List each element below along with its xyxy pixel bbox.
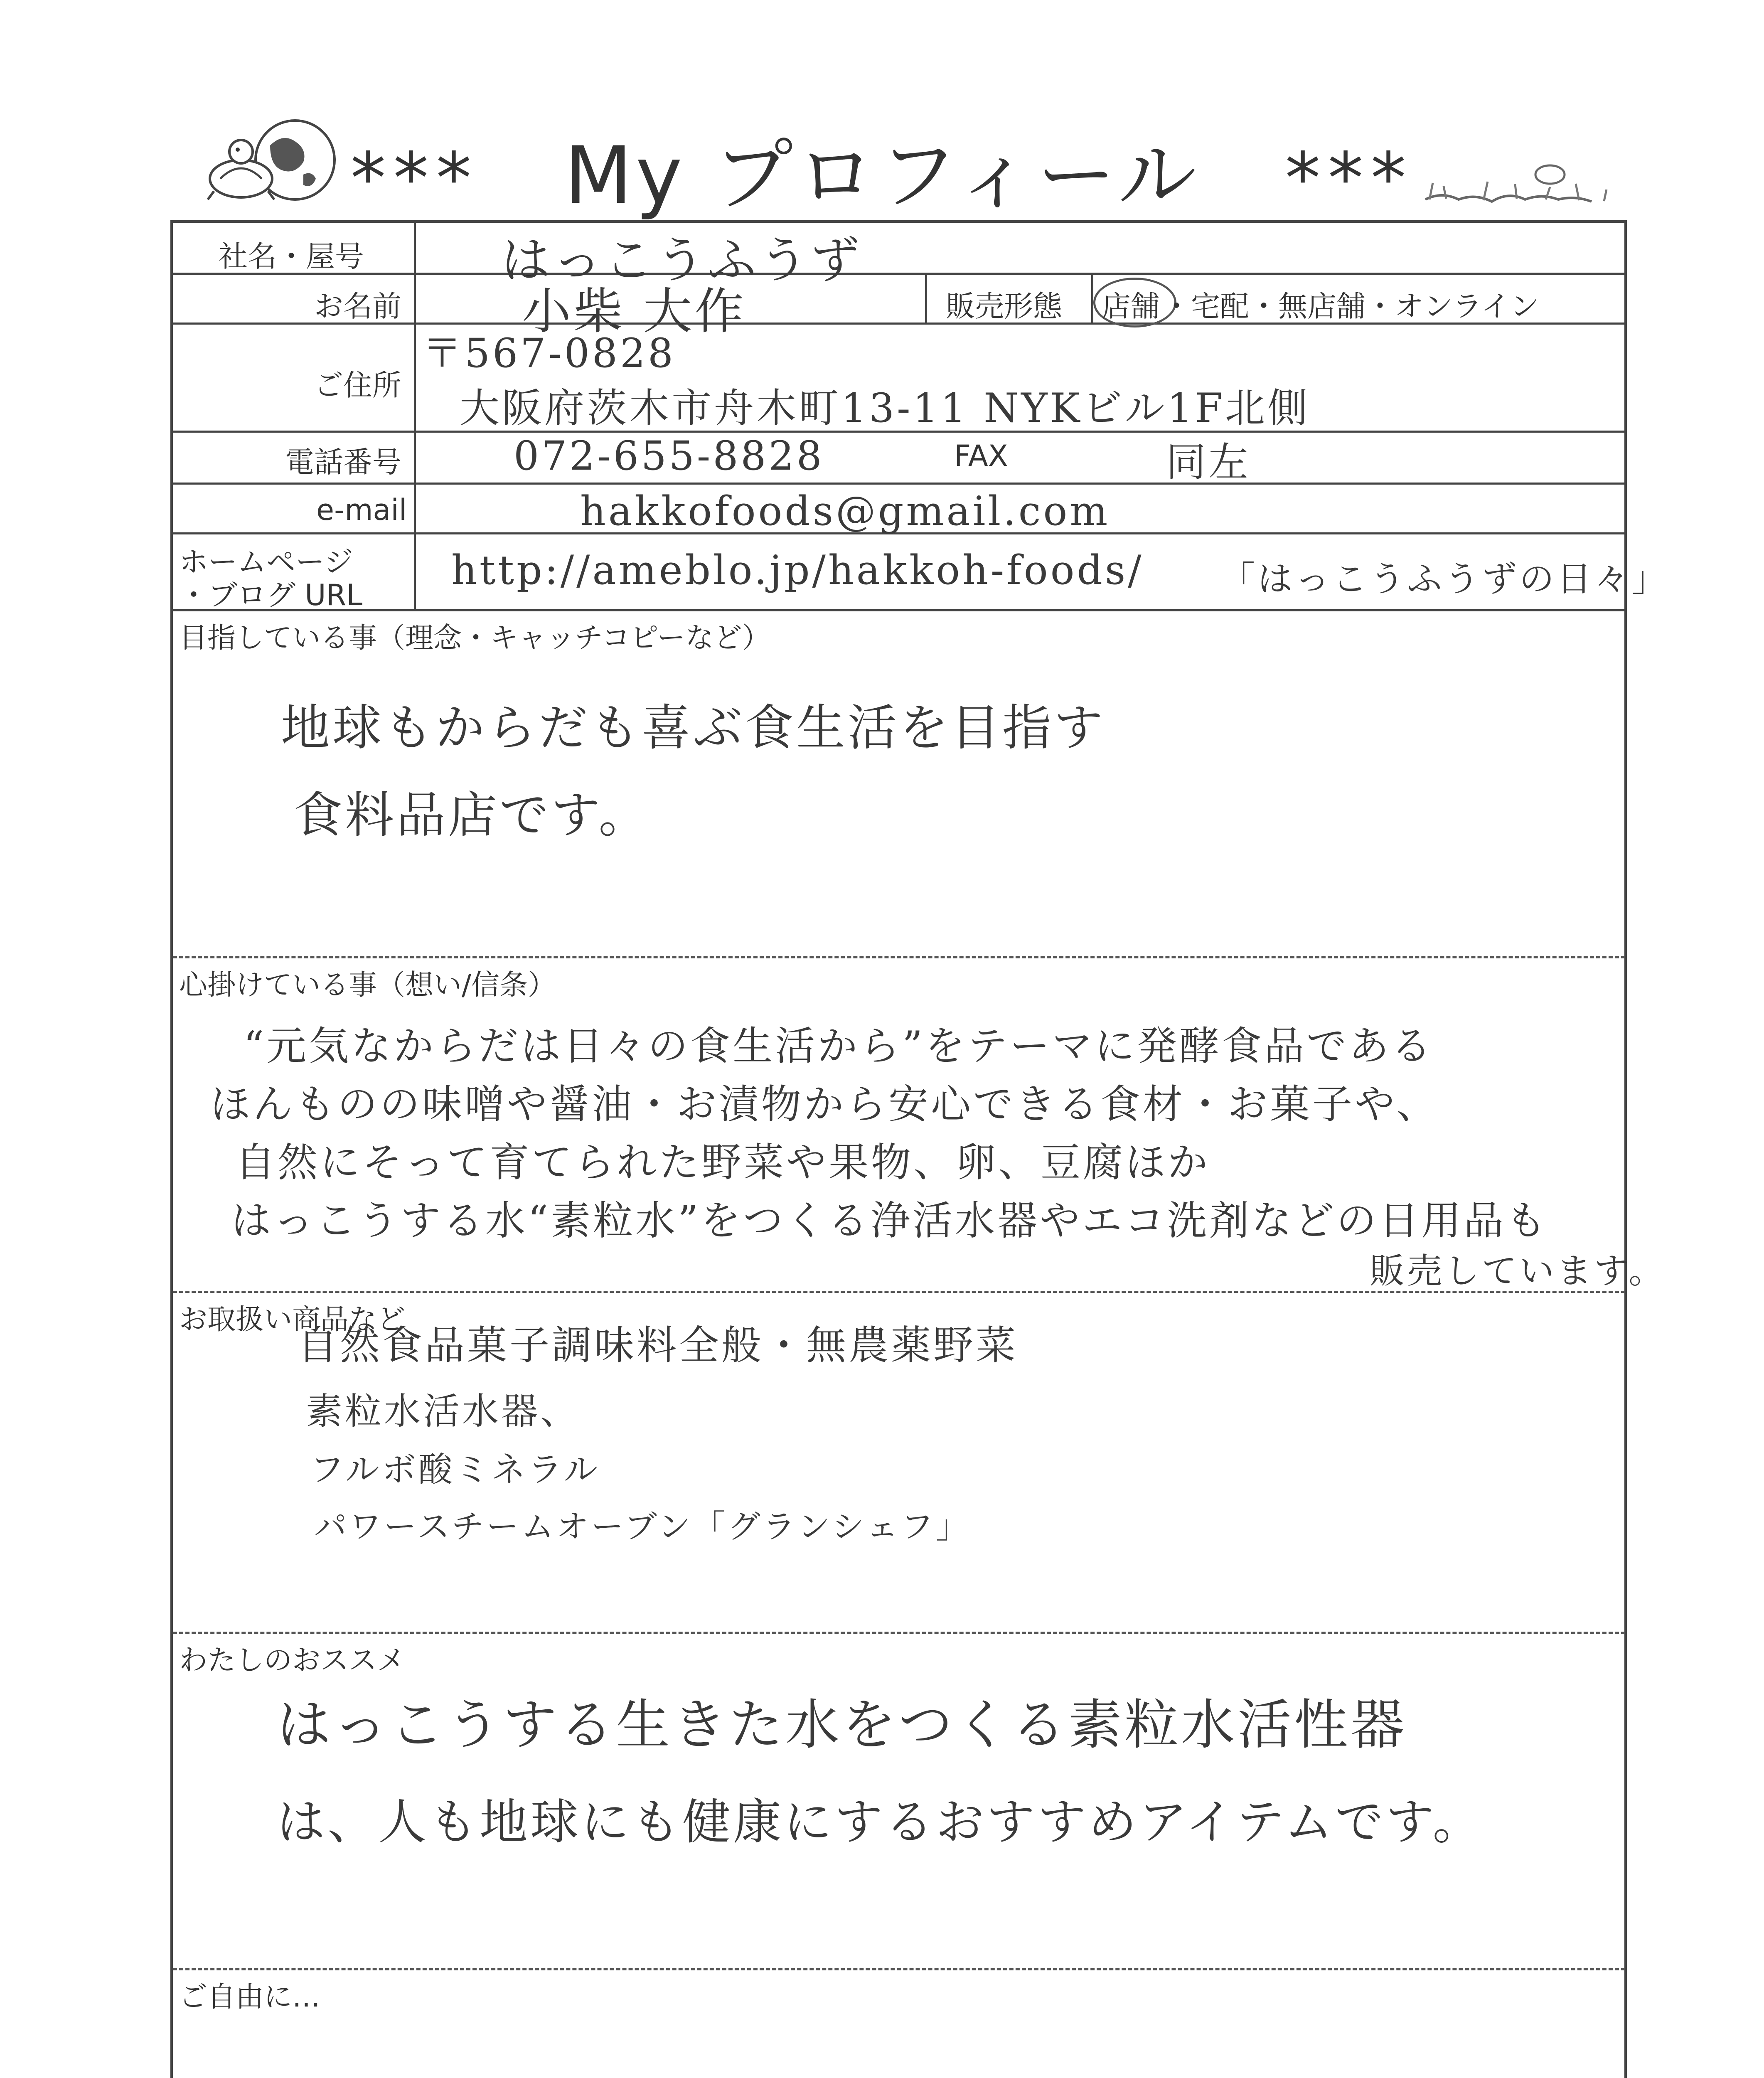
goal-line-2: 食料品店です。 [293, 786, 650, 844]
mind-line-3: 自然にそって育てられた野菜や果物、卵、豆腐ほか [235, 1139, 1210, 1186]
sales-form-selected: 店舗 [1102, 289, 1160, 323]
company-value: はっこうふうず [501, 231, 862, 289]
title-text: My プロフィール [564, 130, 1200, 222]
postal-code: 〒567-0828 [422, 330, 676, 377]
email-value: hakkofoods@gmail.com [580, 488, 1110, 534]
blog-name: 「はっこうふうずの日々」 [1220, 559, 1669, 599]
phone-value: 072-655-8828 [514, 433, 824, 479]
sales-form-label: 販売形態 [946, 289, 1062, 323]
label-column-divider [414, 223, 416, 609]
title-stars-right: *** [1285, 138, 1414, 220]
items-line-3: フルボ酸ミネラル [310, 1450, 600, 1490]
url-label-line1: ホームページ [179, 545, 353, 579]
items-line-1: 自然食品菓子調味料全般・無農薬野菜 [298, 1322, 1018, 1369]
name-label: お名前 [314, 289, 401, 323]
items-section-label: お取扱い商品など [179, 1303, 406, 1336]
address-value: 大阪府茨木市舟木町13-11 NYKビル1F北側 [460, 385, 1310, 431]
mind-line-2: ほんものの味噌や醤油・お漬物から安心できる食材・お菓子や、 [210, 1081, 1439, 1128]
section-divider [173, 1968, 1625, 1970]
items-line-4: パワースチームオーブン「グランシェフ」 [314, 1508, 971, 1546]
section-divider [173, 956, 1625, 958]
phone-label: 電話番号 [285, 445, 401, 479]
mind-section-label: 心掛けている事（想い/信条） [179, 969, 556, 1002]
mind-line-5: 販売しています。 [1370, 1251, 1666, 1291]
email-label: e-mail [316, 493, 407, 527]
fax-value: 同左 [1166, 439, 1251, 485]
mind-line-1: “元気なからだは日々の食生活から”をテーマに発酵食品である [244, 1023, 1434, 1069]
mind-line-4: はっこうする水“素粒水”をつくる浄活水器やエコ洗剤などの日用品も [231, 1197, 1549, 1244]
recommend-line-1: はっこうする生きた水をつくる素粒水活性器 [277, 1693, 1407, 1756]
free-section-label: ご自由に… [179, 1981, 321, 2014]
fax-label: FAX [954, 439, 1008, 473]
cell-divider [925, 273, 927, 323]
page-title [0, 112, 1764, 226]
title-stars-left: *** [350, 138, 479, 220]
name-value: 小柴 大作 [522, 283, 746, 340]
sales-form-options: ・宅配・無店舗・オンライン [1162, 289, 1539, 323]
url-label-line2: ・ブログ URL [179, 578, 363, 612]
recommend-section-label: わたしのおススメ [179, 1644, 406, 1677]
section-divider [173, 1632, 1625, 1634]
address-label: ご住所 [314, 368, 401, 402]
profile-form [170, 220, 1669, 2078]
items-line-2: 素粒水活水器、 [306, 1390, 580, 1433]
row-divider [173, 483, 1625, 485]
goal-section-label: 目指している事（理念・キャッチコピーなど） [179, 622, 770, 655]
recommend-line-2: は、人も地球にも健康にするおすすめアイテムです。 [277, 1794, 1484, 1850]
row-divider [173, 273, 1625, 275]
goal-line-1: 地球もからだも喜ぶ食生活を目指す [281, 699, 1106, 756]
cell-divider [1091, 273, 1093, 323]
url-value: http://ameblo.jp/hakkoh-foods/ [451, 547, 1144, 593]
row-divider [173, 609, 1625, 611]
company-label: 社名・屋号 [219, 239, 364, 273]
